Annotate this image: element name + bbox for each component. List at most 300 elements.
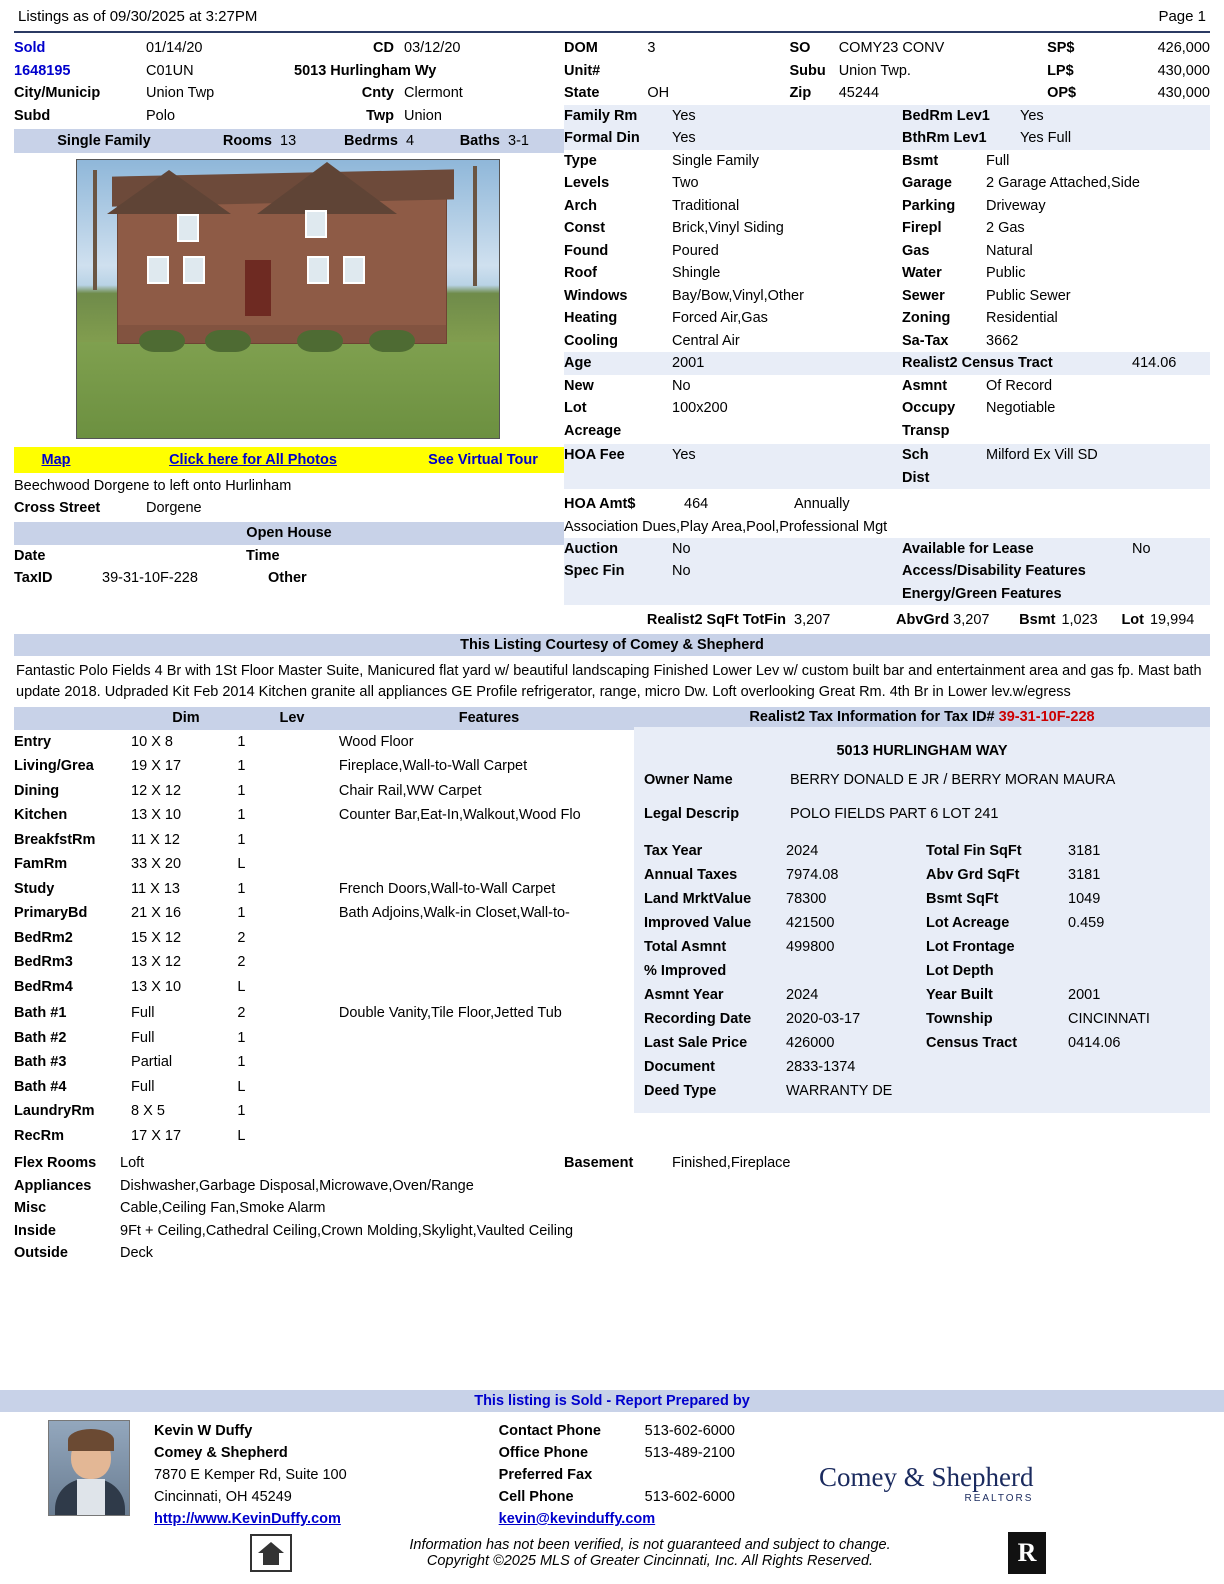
room-dim: 13 X 12 xyxy=(131,954,182,970)
room-dim: 19 X 17 xyxy=(131,758,182,774)
tax-label-2: Abv Grd SqFt xyxy=(926,866,1020,883)
cnty-value: Clermont xyxy=(404,85,463,101)
inside-value: 9Ft + Ceiling,Cathedral Ceiling,Crown Molding,Skylight,Vaulted Ceiling xyxy=(120,1222,574,1239)
detail-value-2: 2 Gas xyxy=(986,220,1025,236)
detail-label: New xyxy=(564,377,594,394)
table-row xyxy=(14,779,634,804)
window-3 xyxy=(307,256,329,284)
detail-value-2: Full xyxy=(986,152,1010,169)
tax-value: 2024 xyxy=(786,842,819,859)
report-footer xyxy=(0,1390,1224,1584)
detail-label: Heating xyxy=(564,310,618,326)
tax-panel xyxy=(634,707,1210,1149)
room-name: Dining xyxy=(14,782,60,799)
detail-value: Central Air xyxy=(672,332,740,349)
room-lev: 1 xyxy=(237,1054,246,1070)
room-lev: 2 xyxy=(237,954,246,970)
auction-label: Auction xyxy=(564,540,618,557)
room-features xyxy=(339,1075,634,1100)
tax-value-2 xyxy=(1068,1055,1188,1079)
room-lev: 1 xyxy=(237,807,246,823)
window-4 xyxy=(343,256,365,284)
so-value: COMY23 CONV xyxy=(838,40,945,56)
cell-phone-label: Cell Phone xyxy=(498,1489,574,1505)
open-house-header: Open House xyxy=(14,522,564,545)
front-door xyxy=(245,260,271,316)
flags-band xyxy=(564,105,1210,150)
room-dim: 12 X 12 xyxy=(131,782,182,799)
lawn xyxy=(77,342,499,438)
brokerage-logo: Comey & Shepherd xyxy=(818,1462,1034,1492)
room-dim: 11 X 13 xyxy=(131,880,180,897)
misc-value: Cable,Ceiling Fan,Smoke Alarm xyxy=(120,1200,326,1216)
room-name: BedRm3 xyxy=(14,954,73,970)
taxid-label: TaxID xyxy=(14,570,53,586)
abvgrd-label: AbvGrd xyxy=(896,612,950,628)
tax-label: Document xyxy=(644,1058,715,1075)
table-row xyxy=(644,1031,1188,1055)
table-row xyxy=(14,1001,634,1026)
brokerage-name: Comey & Shepherd xyxy=(154,1445,288,1461)
listing-description: Fantastic Polo Fields 4 Br with 1St Floor Master Suite, Manicured flat yard w/ beautiful landscaping Finished Lower Lev w/ custom built bar and entertainment area and gas fp. Mast bath update 2018. Udpraded Kit Feb 2014 Kitchen granite all appliances GE Profile refrigerator, range, micro Dw. Loft overlooking Great Rm. 4th Br in Lower lev.w/egress xyxy=(16,662,1202,700)
agent-hair xyxy=(68,1429,114,1451)
association-dues: Association Dues,Play Area,Pool,Professional Mgt xyxy=(564,518,888,535)
room-lev: 1 xyxy=(237,831,246,848)
detail-value: Forced Air,Gas xyxy=(672,310,768,326)
detail-value-2: 3662 xyxy=(986,332,1019,349)
table-row xyxy=(644,959,1188,983)
lev-header: Lev xyxy=(279,710,305,726)
cross-street-label: Cross Street xyxy=(14,500,101,516)
room-dim: 13 X 10 xyxy=(131,807,182,823)
basement-label: Basement xyxy=(564,1155,634,1171)
all-photos-link[interactable]: Click here for All Photos xyxy=(169,452,337,468)
tax-label-2: Census Tract xyxy=(926,1034,1018,1051)
detail-value: Brick,Vinyl Siding xyxy=(672,220,784,236)
room-features: Double Vanity,Tile Floor,Jetted Tub xyxy=(338,1005,562,1021)
detail-value: Single Family xyxy=(672,152,760,169)
agent-website-link[interactable]: http://www.KevinDuffy.com xyxy=(154,1511,341,1527)
office-phone-value: 513-489-2100 xyxy=(644,1445,735,1461)
mls-code: C01UN xyxy=(146,62,194,79)
specfin-label: Spec Fin xyxy=(564,563,625,579)
tax-value-2 xyxy=(1068,935,1188,959)
lot-sqft-value: 19,994 xyxy=(1149,612,1195,628)
summary-section xyxy=(14,33,1210,632)
specfin-value: No xyxy=(672,563,691,579)
tax-value: 2020-03-17 xyxy=(786,1010,861,1027)
room-dim: Full xyxy=(131,1078,155,1095)
unit-label: Unit# xyxy=(564,62,601,79)
agent-photo xyxy=(48,1420,130,1516)
table-row xyxy=(14,975,634,1000)
room-dim: 15 X 12 xyxy=(131,929,182,946)
room-features xyxy=(339,828,634,853)
detail-value-2: Public Sewer xyxy=(986,287,1071,304)
room-name: BedRm4 xyxy=(14,978,73,995)
room-name: Bath #3 xyxy=(14,1054,67,1070)
tax-label: Improved Value xyxy=(644,914,752,931)
disclaimer-line-2: Copyright ©2025 MLS of Greater Cincinnati, Inc. All Rights Reserved. xyxy=(426,1553,874,1569)
tax-label-2: Lot Frontage xyxy=(926,938,1015,955)
lease-value: No xyxy=(1132,540,1151,557)
census-tract-value: 414.06 xyxy=(1132,355,1177,371)
listings-as-of: Listings as of 09/30/2025 at 3:27PM xyxy=(18,8,258,25)
room-name: LaundryRm xyxy=(14,1103,95,1119)
detail-label-2: Bsmt xyxy=(902,152,939,169)
bthrm-lev1-value: Yes Full xyxy=(1020,130,1072,146)
detail-value: Bay/Bow,Vinyl,Other xyxy=(672,287,804,304)
detail-label: Const xyxy=(564,220,606,236)
tax-value-2: 3181 xyxy=(1068,866,1101,883)
table-row xyxy=(14,901,634,926)
sch-label: Sch xyxy=(902,447,929,463)
misc-label: Misc xyxy=(14,1200,47,1216)
links-band xyxy=(14,447,564,473)
detail-label: Levels xyxy=(564,175,610,191)
room-lev: 1 xyxy=(237,1103,246,1119)
tax-address: 5013 HURLINGHAM WAY xyxy=(836,742,1008,759)
bsmt-sqft-label: Bsmt xyxy=(1019,612,1056,628)
flex-rooms-label: Flex Rooms xyxy=(14,1155,97,1171)
room-dim: 17 X 17 xyxy=(131,1127,182,1144)
tax-label-2: Bsmt SqFt xyxy=(926,890,999,907)
agent-shirt xyxy=(77,1479,105,1516)
table-row xyxy=(14,950,634,975)
access-label: Access/Disability Features xyxy=(902,563,1086,579)
room-lev: 2 xyxy=(237,929,246,946)
details-grid xyxy=(564,150,1210,443)
tax-label: Deed Type xyxy=(644,1082,717,1099)
table-row xyxy=(644,1055,1188,1079)
window-1 xyxy=(147,256,169,284)
preferred-fax-label: Preferred Fax xyxy=(498,1467,593,1483)
cell-phone-value: 513-602-6000 xyxy=(644,1489,735,1505)
agent-address-2: Cincinnati, OH 45249 xyxy=(154,1489,292,1505)
so-label: SO xyxy=(789,40,811,56)
tax-value: 426000 xyxy=(786,1034,835,1051)
tax-header-id: 39-31-10F-228 xyxy=(998,708,1095,725)
cross-street-value: Dorgene xyxy=(146,500,202,516)
tax-label: Annual Taxes xyxy=(644,866,738,883)
room-dim: 13 X 10 xyxy=(131,978,182,995)
table-row xyxy=(14,1050,634,1075)
subu-value: Union Twp. xyxy=(838,62,911,79)
table-row xyxy=(644,911,1188,935)
detail-label: Windows xyxy=(564,287,628,304)
roof-right xyxy=(257,162,397,214)
detail-value: Two xyxy=(672,175,699,191)
contact-phone-label: Contact Phone xyxy=(498,1423,601,1439)
detail-value-2: Negotiable xyxy=(986,400,1056,416)
totfin-label: Realist2 SqFt TotFin xyxy=(646,612,786,628)
tax-label-2 xyxy=(926,1055,1068,1079)
detail-value-2: Residential xyxy=(986,310,1058,326)
shrub-3 xyxy=(297,330,343,352)
room-features xyxy=(339,1124,634,1149)
tax-header-prefix: Realist2 Tax Information for Tax ID# xyxy=(749,708,999,725)
hoa-fee-value: Yes xyxy=(672,447,696,463)
tree-2 xyxy=(473,166,477,286)
room-name: Bath #1 xyxy=(14,1005,67,1021)
totfin-value: 3,207 xyxy=(794,612,831,628)
outside-label: Outside xyxy=(14,1245,68,1261)
legal-label: Legal Descrip xyxy=(644,805,740,822)
zip-label: Zip xyxy=(789,85,812,101)
room-features xyxy=(339,950,634,975)
other-label: Other xyxy=(268,570,307,586)
tax-value-2: 0414.06 xyxy=(1068,1034,1121,1051)
room-lev: L xyxy=(237,856,246,872)
tax-table xyxy=(644,839,1188,1103)
rooms-label: Rooms xyxy=(222,133,272,149)
features-header: Features xyxy=(458,710,520,726)
tax-label: % Improved xyxy=(644,962,727,979)
detail-label-2: Zoning xyxy=(902,310,951,326)
contact-phone-value: 513-602-6000 xyxy=(644,1423,735,1439)
detail-value-2: Of Record xyxy=(986,377,1053,394)
room-features xyxy=(339,975,634,1000)
detail-value: Poured xyxy=(672,242,719,259)
bottom-fields xyxy=(14,1148,1210,1265)
office-phone-label: Office Phone xyxy=(498,1445,589,1461)
room-dim: 8 X 5 xyxy=(131,1103,165,1119)
zip-value: 45244 xyxy=(838,85,880,101)
room-dim: 21 X 16 xyxy=(131,905,182,921)
auction-section xyxy=(564,538,1210,606)
detail-value-2: Natural xyxy=(986,242,1033,259)
room-name: Study xyxy=(14,880,55,897)
room-features xyxy=(339,1099,634,1124)
table-row xyxy=(14,1075,634,1100)
shrub-1 xyxy=(139,330,185,352)
detail-label: Found xyxy=(564,242,609,259)
room-lev: 1 xyxy=(237,782,246,799)
legal-value: POLO FIELDS PART 6 LOT 241 xyxy=(790,805,999,822)
twp-value: Union xyxy=(404,107,442,124)
mls-number[interactable]: 1648195 xyxy=(14,62,71,79)
tax-value-2: 2001 xyxy=(1068,986,1101,1003)
state-label: State xyxy=(564,85,600,101)
baths-label: Baths xyxy=(459,133,500,149)
room-features: Wood Floor xyxy=(338,733,414,750)
rooms-table xyxy=(14,730,634,1149)
tax-label-2: Year Built xyxy=(926,986,993,1003)
room-features xyxy=(339,1050,634,1075)
city-label: City/Municip xyxy=(14,85,101,101)
flex-rooms-value: Loft xyxy=(120,1155,145,1171)
detail-value: 100x200 xyxy=(672,400,728,416)
subu-label: Subu xyxy=(789,62,826,79)
sch-value: Milford Ex Vill SD xyxy=(986,447,1098,463)
room-name: Kitchen xyxy=(14,807,68,823)
lease-label: Available for Lease xyxy=(902,540,1034,557)
owner-value: BERRY DONALD E JR / BERRY MORAN MAURA xyxy=(790,771,1116,788)
tax-label-2: Lot Acreage xyxy=(926,914,1010,931)
detail-label-2: Parking xyxy=(902,197,956,214)
type-band xyxy=(14,129,564,153)
subd-label: Subd xyxy=(14,107,51,124)
hoa-amt-freq: Annually xyxy=(794,496,850,512)
tax-label-2 xyxy=(926,1079,1068,1103)
table-row xyxy=(644,935,1188,959)
room-name: Living/Grea xyxy=(14,758,94,774)
detail-value: 2001 xyxy=(672,355,705,371)
agent-address-1: 7870 E Kemper Rd, Suite 100 xyxy=(154,1467,347,1483)
hoa-fee-label: HOA Fee xyxy=(564,447,625,463)
baths-value: 3-1 xyxy=(508,133,529,149)
lot-sqft-label: Lot xyxy=(1121,612,1144,628)
room-dim: Full xyxy=(131,1029,155,1046)
detail-value: Traditional xyxy=(672,197,740,214)
appliances-value: Dishwasher,Garbage Disposal,Microwave,Oven/Range xyxy=(120,1177,474,1194)
inside-label: Inside xyxy=(14,1222,56,1239)
summary-right xyxy=(564,33,1210,632)
virtual-tour-link[interactable]: See Virtual Tour xyxy=(428,452,538,468)
open-house-date-label: Date xyxy=(14,547,46,564)
bedrm-lev1-label: BedRm Lev1 xyxy=(902,107,990,124)
room-features: Fireplace,Wall-to-Wall Carpet xyxy=(338,758,528,774)
room-features xyxy=(339,852,634,877)
agent-email-link[interactable]: kevin@kevinduffy.com xyxy=(498,1511,656,1527)
tax-value-2: 1049 xyxy=(1068,890,1101,907)
room-dim: Full xyxy=(131,1005,155,1021)
city-value: Union Twp xyxy=(146,85,215,101)
property-type: Single Family xyxy=(57,133,151,149)
page-number: Page 1 xyxy=(1158,8,1206,25)
page-header xyxy=(14,0,1210,31)
tax-value-2 xyxy=(1068,959,1188,983)
tree-1 xyxy=(93,170,97,290)
detail-label: Type xyxy=(564,152,597,169)
tax-label-2: Total Fin SqFt xyxy=(926,842,1022,859)
room-features: Bath Adjoins,Walk-in Closet,Wall-to- xyxy=(338,905,570,921)
tax-label: Last Sale Price xyxy=(644,1034,748,1051)
tax-label: Total Asmnt xyxy=(644,938,727,955)
detail-label: Arch xyxy=(564,197,598,214)
realtor-icon: R xyxy=(1008,1532,1046,1574)
agent-name: Kevin W Duffy xyxy=(154,1423,253,1439)
table-row xyxy=(14,828,634,853)
hoa-amt-value: 464 xyxy=(684,496,709,512)
table-row xyxy=(644,887,1188,911)
shrub-4 xyxy=(369,330,415,352)
dom-label: DOM xyxy=(564,40,598,56)
rooms-value: 13 xyxy=(280,133,297,149)
equal-housing-icon xyxy=(250,1534,292,1572)
room-lev: 2 xyxy=(237,1005,246,1021)
cnty-label: Cnty xyxy=(361,85,394,101)
tax-value: 421500 xyxy=(786,914,835,931)
tax-label: Asmnt Year xyxy=(644,986,724,1003)
tax-value-2: 0.459 xyxy=(1068,914,1105,931)
room-name: BedRm2 xyxy=(14,929,73,946)
op-value: 430,000 xyxy=(1157,85,1210,101)
window-2 xyxy=(183,256,205,284)
detail-label-2: Water xyxy=(902,265,942,281)
family-rm-label: Family Rm xyxy=(564,107,638,124)
window-5 xyxy=(177,214,199,242)
lp-value: 430,000 xyxy=(1157,62,1210,79)
room-features: Counter Bar,Eat-In,Walkout,Wood Flo xyxy=(338,807,581,823)
tax-value-2 xyxy=(1068,1079,1188,1103)
table-row xyxy=(644,863,1188,887)
op-label: OP$ xyxy=(1047,85,1077,101)
table-row xyxy=(14,1026,634,1051)
room-lev: L xyxy=(237,978,246,995)
detail-value-2: Driveway xyxy=(986,197,1046,214)
bthrm-lev1-label: BthRm Lev1 xyxy=(902,130,987,146)
abvgrd-value: 3,207 xyxy=(953,612,990,628)
table-row xyxy=(14,926,634,951)
detail-value: Shingle xyxy=(672,265,721,281)
room-features xyxy=(339,1026,634,1051)
detail-label-2: Sa-Tax xyxy=(902,332,949,349)
table-row xyxy=(14,852,634,877)
status-badge: Sold xyxy=(14,40,46,56)
room-dim: 33 X 20 xyxy=(131,856,182,872)
auction-value: No xyxy=(672,540,691,557)
taxid-value: 39-31-10F-228 xyxy=(102,570,198,586)
tax-value: 7974.08 xyxy=(786,866,839,883)
tax-label: Tax Year xyxy=(644,842,703,859)
shrub-2 xyxy=(205,330,251,352)
lp-label: LP$ xyxy=(1047,62,1074,79)
detail-label-2: Gas xyxy=(902,242,930,259)
tax-value: WARRANTY DE xyxy=(786,1082,893,1099)
detail-label: Age xyxy=(564,355,592,371)
room-dim: 10 X 8 xyxy=(131,733,173,750)
appliances-label: Appliances xyxy=(14,1177,92,1194)
property-address: 5013 Hurlingham Wy xyxy=(294,62,437,79)
state-value: OH xyxy=(647,85,670,101)
table-row xyxy=(644,1079,1188,1103)
roof-left xyxy=(107,170,231,214)
room-features: French Doors,Wall-to-Wall Carpet xyxy=(338,880,556,897)
dim-header: Dim xyxy=(172,710,200,726)
room-name: Bath #2 xyxy=(14,1029,67,1046)
tax-value-2: 3181 xyxy=(1068,842,1101,859)
room-lev: 1 xyxy=(237,733,246,750)
map-link[interactable]: Map xyxy=(41,452,71,468)
energy-label: Energy/Green Features xyxy=(902,585,1062,602)
table-row xyxy=(14,803,634,828)
twp-label: Twp xyxy=(366,107,394,124)
formal-din-label: Formal Din xyxy=(564,130,640,146)
detail-value-2: Public xyxy=(986,265,1026,281)
table-row xyxy=(14,877,634,902)
tax-value: 2024 xyxy=(786,986,819,1003)
census-tract-label: Realist2 Census Tract xyxy=(902,355,1053,371)
room-lev: L xyxy=(237,1127,246,1144)
table-row xyxy=(644,983,1188,1007)
room-name: PrimaryBd xyxy=(14,905,88,921)
room-name: BreakfstRm xyxy=(14,831,96,848)
room-name: FamRm xyxy=(14,856,68,872)
directions: Beechwood Dorgene to left onto Hurlinham xyxy=(14,478,292,494)
detail-label-2: Asmnt xyxy=(902,377,948,394)
tax-header xyxy=(634,707,1210,727)
tax-label-2: Township xyxy=(926,1010,993,1027)
detail-value: No xyxy=(672,377,691,394)
cd-label: CD xyxy=(373,40,394,56)
tax-value: 78300 xyxy=(786,890,827,907)
property-photo[interactable] xyxy=(76,159,500,439)
room-features xyxy=(339,926,634,951)
bedrm-lev1-value: Yes xyxy=(1020,107,1044,124)
tax-value: 499800 xyxy=(786,938,835,955)
open-house-time-label: Time xyxy=(246,547,280,564)
